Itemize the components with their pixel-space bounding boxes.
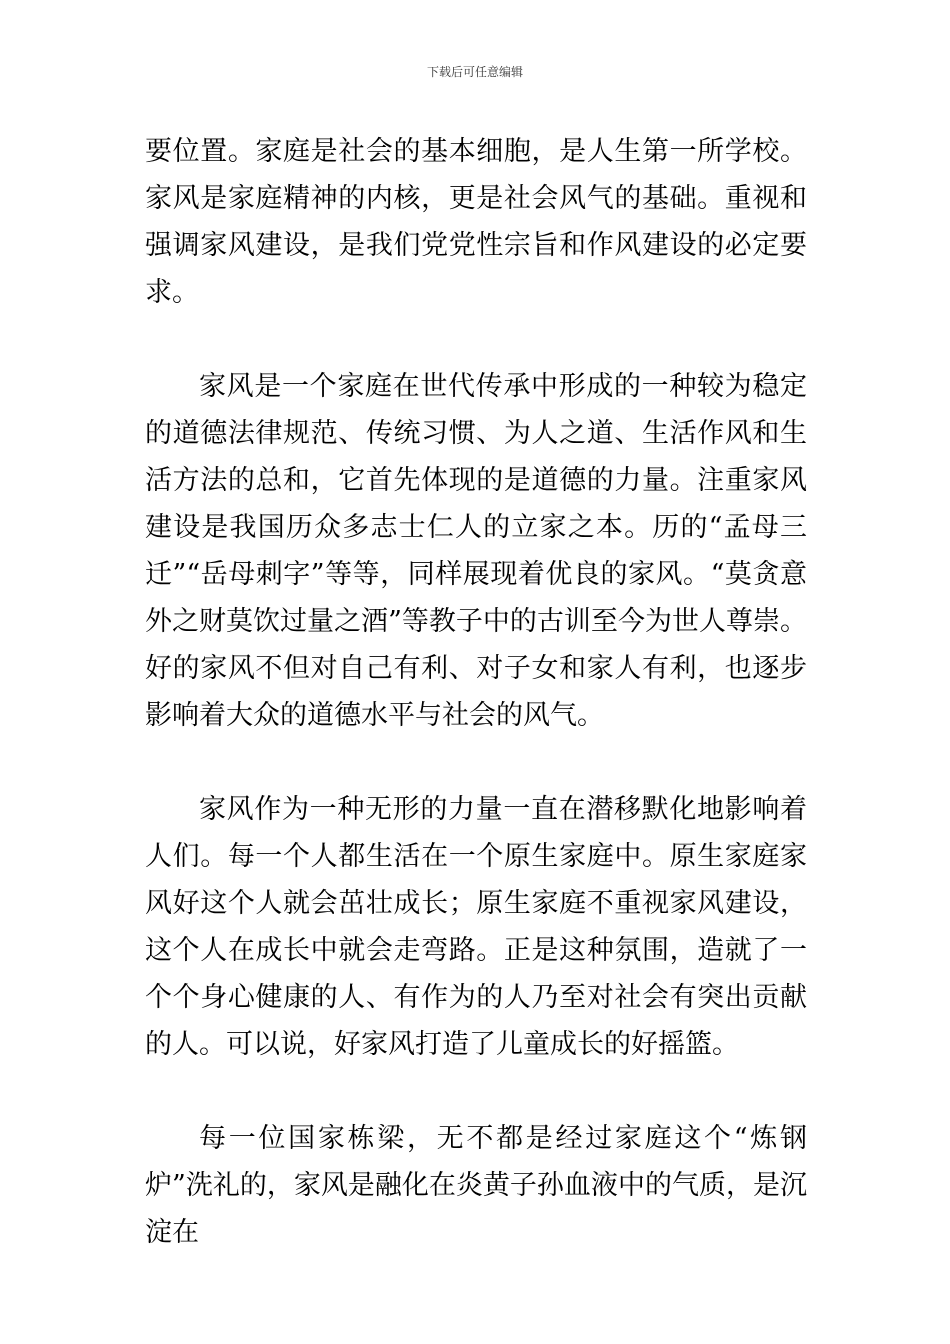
header-note: 下载后可任意编辑 [426,65,523,79]
paragraph-2: 家风是一个家庭在世代传承中形成的一种较为稳定的道德法律规范、传统习惯、为人之道、生活作风和生活方法的总和，它首先体现的是道德的力量。注重家风建设是我国历众多志士仁人的立家之本。历的“孟母三迁”“岳母刺字”等等，同样展现着优良的家风。“莫贪意外之财莫饮过量之酒”等教子中的古训至今为世人尊崇。好的家风不但对自己有利、对子女和家人有利，也逐步影响着大众的道德水平与社会的风气。 [145,371,807,731]
document-body [145,128,807,1256]
paragraph-3: 家风作为一种无形的力量一直在潜移默化地影响着人们。每一个人都生活在一个原生家庭中。原生家庭家风好这个人就会茁壮成长；原生家庭不重视家风建设，这个人在成长中就会走弯路。正是这种氛围，造就了一个个身心健康的人、有作为的人乃至对社会有突出贡献的人。可以说，好家风打造了儿童成长的好摇篮。 [145,794,807,1060]
paragraph-1: 要位置。家庭是社会的基本细胞，是人生第一所学校。家风是家庭精神的内核，更是社会风气的基础。重视和强调家风建设，是我们党党性宗旨和作风建设的必定要求。 [145,136,807,308]
paragraph-gap [145,1068,807,1115]
paragraph-gap [145,316,807,363]
paragraph-gap [145,739,807,786]
paragraph-4: 每一位国家栋梁，无不都是经过家庭这个“炼钢炉”洗礼的，家风是融化在炎黄子孙血液中的气质，是沉淀在 [145,1123,807,1248]
